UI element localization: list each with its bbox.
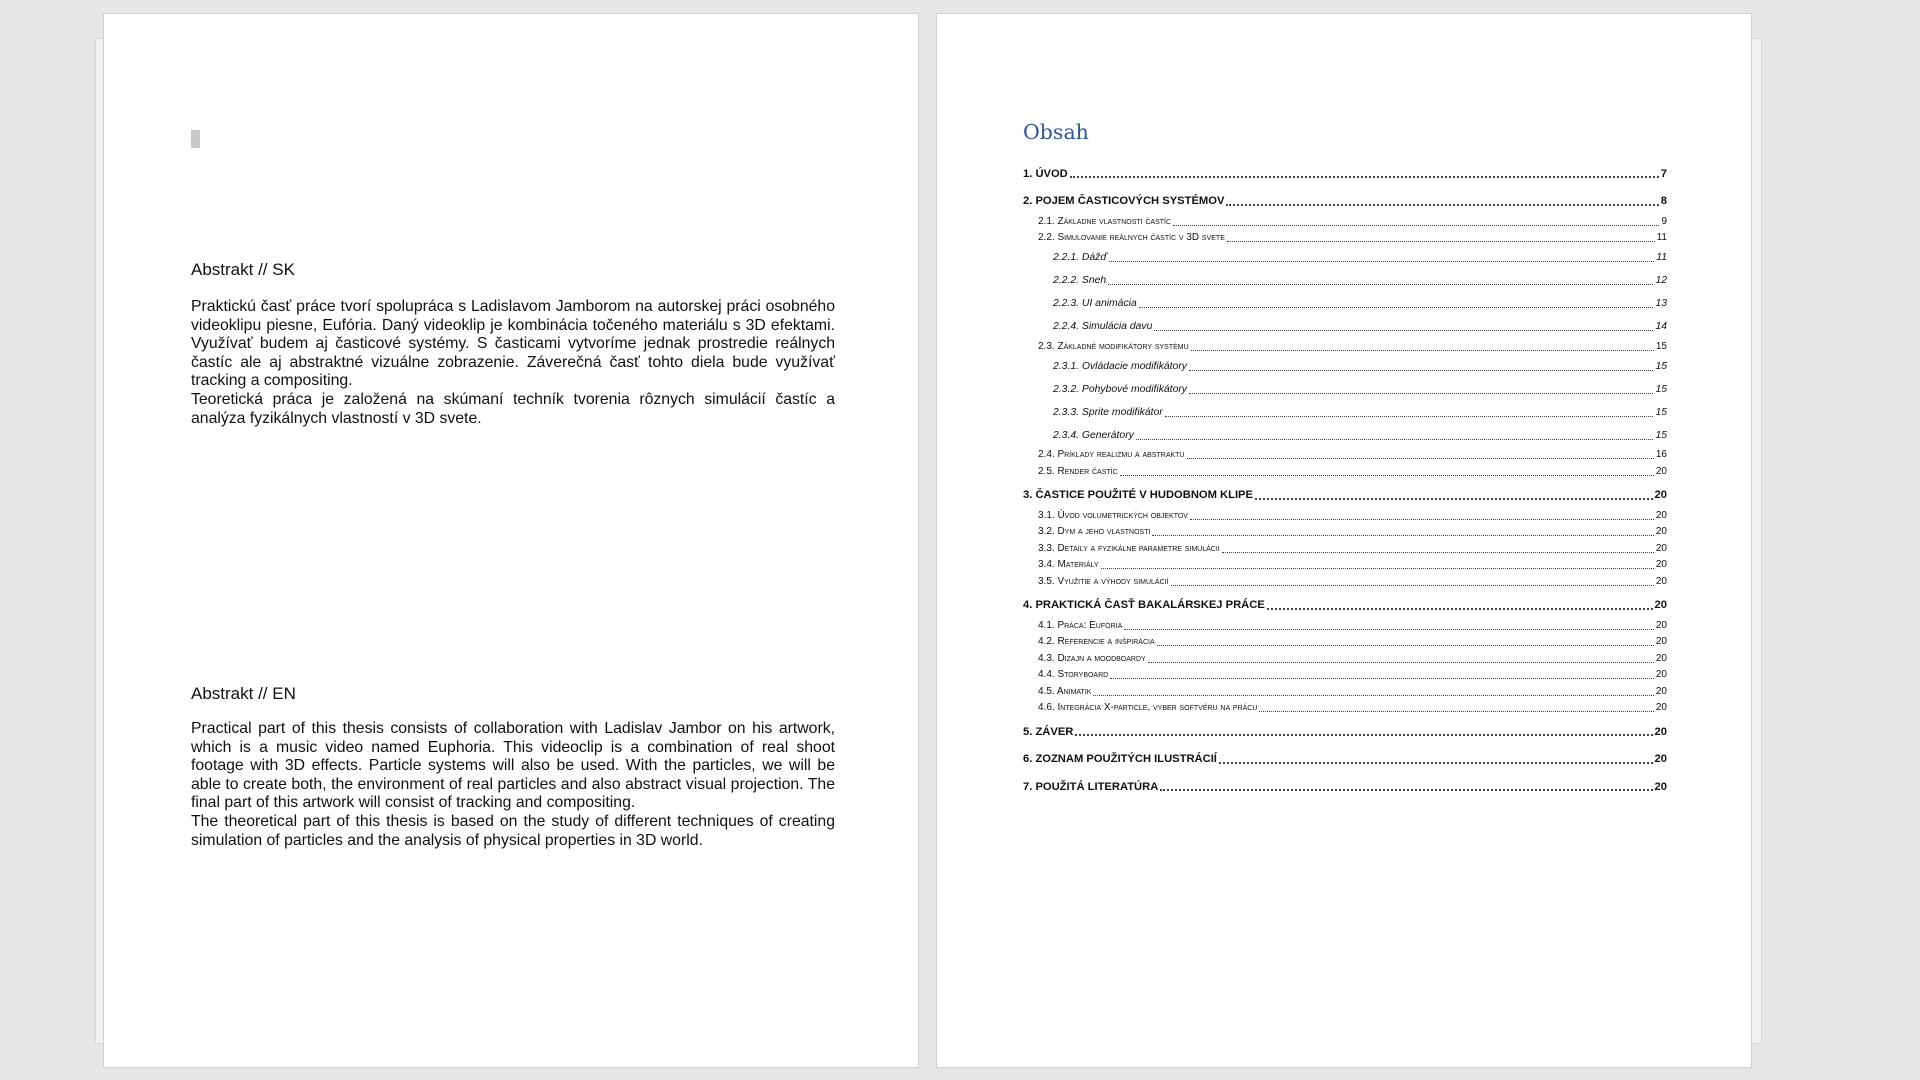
toc-heading: Obsah <box>1023 120 1089 144</box>
toc-entry-label: 2.3.1. Ovládacie modifikátory <box>1053 360 1187 372</box>
toc-dot-leader <box>1267 597 1653 610</box>
toc-dot-leader <box>1191 340 1654 351</box>
toc-entry-page: 20 <box>1654 599 1667 612</box>
toc-entry-label: 3.2. Dym a jeho vlastnosti <box>1038 526 1151 538</box>
toc-entry-label: 3.3. Detaily a fyzikálne parametre simulácii <box>1038 542 1220 554</box>
toc-dot-leader <box>1189 359 1653 370</box>
toc-dot-leader <box>1227 231 1655 242</box>
toc-entry-page: 20 <box>1655 652 1667 664</box>
toc-entry-label: 4.5. Animatik <box>1038 685 1092 697</box>
toc-entry-page: 11 <box>1656 232 1667 244</box>
toc-dot-leader <box>1070 165 1659 178</box>
toc-dot-leader <box>1165 405 1654 416</box>
toc-dot-leader <box>1189 382 1653 393</box>
toc-entry[interactable] <box>1023 748 1667 772</box>
toc-entry[interactable] <box>1023 315 1667 338</box>
toc-entry-label: 2.3. Základné modifikátory systému <box>1038 340 1189 352</box>
toc-entry-page: 20 <box>1654 753 1667 766</box>
toc-entry-label: 2.2. Simulovanie reálnych častíc v 3D svete <box>1038 232 1225 244</box>
toc-entry-page: 15 <box>1655 360 1667 372</box>
toc-entry[interactable] <box>1023 634 1667 651</box>
toc-entry-label: 3.5. Využitie a výhody simulácií <box>1038 575 1169 587</box>
toc-entry-label: 2.2.4. Simulácia davu <box>1053 321 1153 332</box>
text-cursor-marker <box>191 130 200 148</box>
toc-entry[interactable] <box>1023 246 1667 269</box>
toc-entry[interactable] <box>1023 667 1667 684</box>
toc-entry[interactable] <box>1023 650 1667 667</box>
toc-entry-page: 20 <box>1655 702 1667 714</box>
toc-dot-leader <box>1154 320 1653 331</box>
toc-entry[interactable] <box>1023 683 1667 700</box>
toc-entry-label: 5. ZÁVER <box>1023 725 1074 738</box>
toc-entry-label: 4. PRAKTICKÁ ČASŤ BAKALÁRSKEJ PRÁCE <box>1023 599 1265 612</box>
toc-entry-page: 20 <box>1655 526 1667 538</box>
toc-entry[interactable] <box>1023 292 1667 315</box>
toc-entry-page: 20 <box>1655 509 1667 521</box>
toc-entry-label: 1. ÚVOD <box>1023 167 1068 180</box>
toc-entry[interactable] <box>1023 190 1667 214</box>
toc-dot-leader <box>1219 751 1653 764</box>
toc-dot-leader <box>1108 274 1653 285</box>
toc-entry-page: 16 <box>1655 449 1667 461</box>
toc-entry[interactable] <box>1023 524 1667 541</box>
toc-entry-label: 3.1. Úvod volumetrických objektov <box>1038 509 1188 521</box>
toc-entry-label: 2.2.2. Sneh <box>1053 275 1107 286</box>
toc-dot-leader <box>1136 428 1654 439</box>
toc-entry-label: 4.1. Práca: Eufória <box>1038 619 1123 631</box>
toc-entry-page: 20 <box>1655 669 1667 681</box>
toc-entry-page: 20 <box>1655 465 1667 477</box>
toc-entry[interactable] <box>1023 162 1667 186</box>
toc-entry-label: 3.4. Materiály <box>1038 559 1099 571</box>
toc-dot-leader <box>1109 251 1654 262</box>
toc-entry[interactable] <box>1023 617 1667 634</box>
abstract-en-paragraph-2: The theoretical part of this thesis is based on the study of different techniques of creating simulation of particles and the analysis of physical properties in 3D world. <box>191 812 835 849</box>
toc-dot-leader <box>1093 685 1653 696</box>
toc-entry-label: 2.2.3. UI animácia <box>1053 298 1137 309</box>
toc-dot-leader <box>1120 465 1654 476</box>
toc-entry-page: 20 <box>1655 542 1667 554</box>
toc-dot-leader <box>1101 558 1654 569</box>
toc-dot-leader <box>1173 215 1659 226</box>
toc-entry-label: 2.1. Základne vlastnosti častíc <box>1038 215 1172 227</box>
abstract-sk-paragraph-1: Praktickú časť práce tvorí spolupráca s Ladislavom Jamborom na autorskej práci osobného videoklipu piesne, Eufória. Daný videoklip je kombinácia točeného materiálu s 3D efektami. Využívať budem aj časticové systémy. S časticami vytvoríme jednak prostredie reálnych častíc ale aj abstraktné vizuálne zobrazenie. Záverečná časť tohto diela bude využívať tracking a compositing. <box>191 298 835 390</box>
toc-entry[interactable] <box>1023 463 1667 480</box>
toc-entry[interactable] <box>1023 424 1667 447</box>
toc-entry-page: 15 <box>1655 383 1667 395</box>
toc-entry-page: 7 <box>1660 167 1667 180</box>
toc-entry[interactable] <box>1023 573 1667 590</box>
toc-entry-label: 2.3.2. Pohybové modifikátory <box>1053 383 1187 395</box>
toc-entry-label: 4.4. Storyboard <box>1038 669 1109 681</box>
abstract-en-paragraph-1: Practical part of this thesis consists of collaboration with Ladislav Jambor on his artwork, which is a music video named Euphoria. This videoclip is a combination of real shoot footage with 3D effects. Particle systems will also be used. With the particles, we will be able to create both, the environment of real particles and also abstract visual projection. The final part of this artwork will consist of tracking and compositing. <box>191 720 835 812</box>
abstract-en-heading: Abstrakt // EN <box>191 684 296 703</box>
toc-dot-leader <box>1171 575 1654 586</box>
toc-entry-label: 7. POUŽITÁ LITERATÚRA <box>1023 780 1159 793</box>
toc-entry-page: 12 <box>1655 275 1667 286</box>
toc-entry-label: 6. ZOZNAM POUŽITÝCH ILUSTRÁCIÍ <box>1023 753 1217 766</box>
toc-entry[interactable] <box>1023 507 1667 524</box>
toc-entry[interactable] <box>1023 540 1667 557</box>
table-of-contents <box>1023 162 1667 799</box>
toc-entry[interactable] <box>1023 230 1667 247</box>
abstract-sk-heading: Abstrakt // SK <box>191 260 295 279</box>
toc-entry[interactable] <box>1023 484 1667 508</box>
toc-dot-leader <box>1110 668 1654 679</box>
toc-entry-page: 20 <box>1655 575 1667 587</box>
toc-entry-label: 2.2.1. Dážď <box>1053 252 1107 263</box>
toc-entry-page: 13 <box>1655 298 1667 309</box>
toc-dot-leader <box>1157 635 1654 646</box>
toc-entry-label: 2.3.3. Sprite modifikátor <box>1053 406 1163 418</box>
toc-entry[interactable] <box>1023 720 1667 744</box>
toc-entry-page: 20 <box>1654 780 1667 793</box>
toc-entry-label: 2. POJEM ČASTICOVÝCH SYSTÉMOV <box>1023 195 1225 208</box>
toc-entry-page: 20 <box>1655 619 1667 631</box>
toc-entry[interactable] <box>1023 700 1667 717</box>
toc-dot-leader <box>1160 778 1652 791</box>
toc-entry[interactable] <box>1023 447 1667 464</box>
toc-dot-leader <box>1255 487 1653 500</box>
toc-dot-leader <box>1190 509 1654 520</box>
toc-dot-leader <box>1075 723 1652 736</box>
toc-entry-page: 15 <box>1655 429 1667 441</box>
toc-entry-page: 14 <box>1655 321 1667 332</box>
toc-entry-label: 4.2. Referencie a inšpirácia <box>1038 636 1155 648</box>
toc-entry-page: 20 <box>1655 636 1667 648</box>
toc-entry[interactable] <box>1023 401 1667 424</box>
toc-entry-label: 2.5. Render častíc <box>1038 465 1118 477</box>
toc-entry-page: 20 <box>1654 725 1667 738</box>
toc-dot-leader <box>1259 701 1653 712</box>
toc-entry[interactable] <box>1023 557 1667 574</box>
abstract-en-body <box>191 720 835 850</box>
toc-entry[interactable] <box>1023 269 1667 292</box>
toc-dot-leader <box>1222 542 1654 553</box>
toc-entry[interactable] <box>1023 213 1667 230</box>
toc-entry-label: 2.4. Príklady realizmu a abstraktu <box>1038 449 1185 461</box>
toc-dot-leader <box>1124 619 1654 630</box>
abstract-sk-body <box>191 298 835 428</box>
toc-entry[interactable] <box>1023 338 1667 355</box>
toc-entry-page: 20 <box>1655 685 1667 697</box>
toc-entry-label: 4.3. Dizajn a moodboardy <box>1038 652 1146 664</box>
toc-dot-leader <box>1187 448 1654 459</box>
toc-entry[interactable] <box>1023 355 1667 378</box>
toc-entry-label: 2.3.4. Generátory <box>1053 429 1134 441</box>
document-page-contents[interactable] <box>936 13 1752 1068</box>
toc-entry-page: 20 <box>1654 489 1667 502</box>
toc-entry[interactable] <box>1023 775 1667 799</box>
toc-entry-label: 4.6. Integrácia X-particle, vyber softvéru na prácu <box>1038 702 1258 714</box>
toc-entry-page: 15 <box>1655 340 1667 352</box>
toc-entry-page: 20 <box>1655 559 1667 571</box>
document-page-abstract[interactable] <box>103 13 919 1068</box>
toc-entry[interactable] <box>1023 378 1667 401</box>
toc-entry-page: 8 <box>1660 195 1667 208</box>
toc-entry-page: 11 <box>1656 252 1667 263</box>
abstract-sk-paragraph-2: Teoretická práca je založená na skúmaní techník tvorenia rôznych simulácií častíc a analýza fyzikálnych vlastností v 3D svete. <box>191 390 835 427</box>
toc-dot-leader <box>1148 652 1654 663</box>
toc-dot-leader <box>1226 193 1658 206</box>
toc-entry[interactable] <box>1023 594 1667 618</box>
toc-dot-leader <box>1152 525 1653 536</box>
toc-dot-leader <box>1139 297 1654 308</box>
toc-entry-label: 3. ČASTICE POUŽITÉ V HUDOBNOM KLIPE <box>1023 489 1253 502</box>
toc-entry-page: 15 <box>1655 406 1667 418</box>
toc-entry-page: 9 <box>1661 215 1667 227</box>
